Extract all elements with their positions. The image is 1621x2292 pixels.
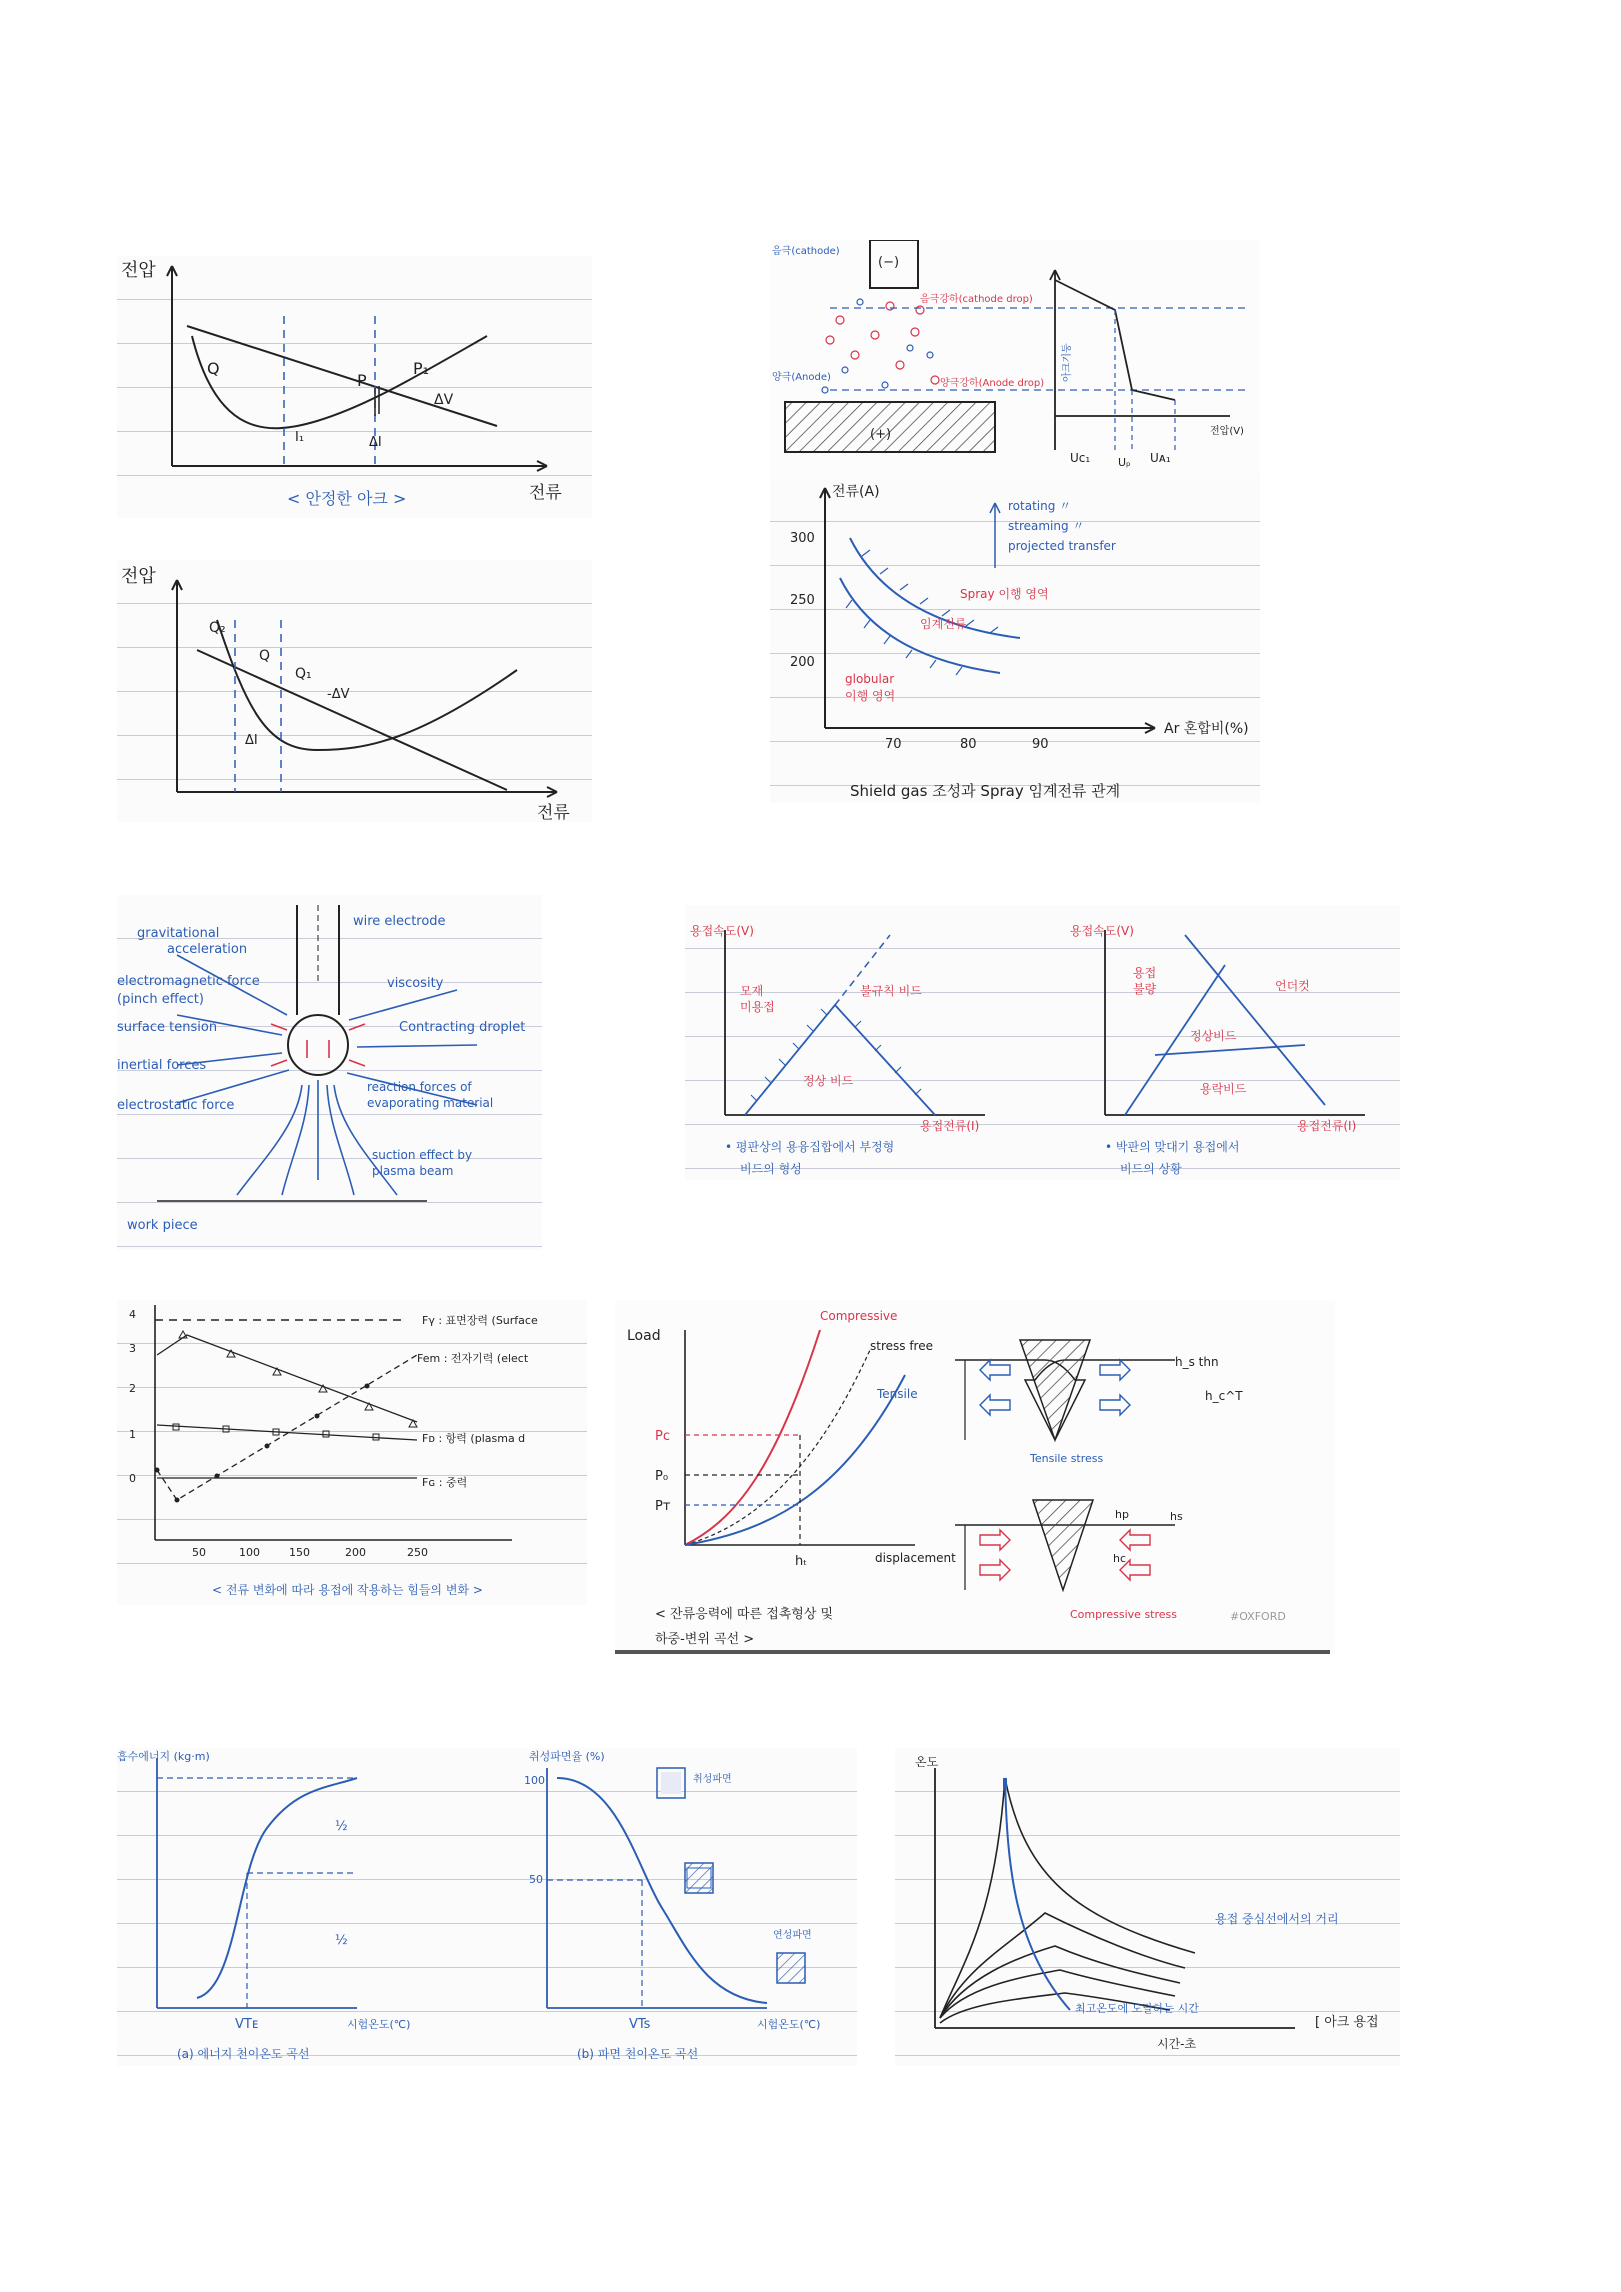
p0-label: P₀ — [655, 1469, 669, 1484]
y-axis-label: 용접속도(V) — [690, 924, 754, 938]
y-tick-300: 300 — [790, 531, 815, 546]
spray-label: Spray 이행 영역 — [960, 587, 1049, 601]
normal-label: 정상비드 — [1190, 1029, 1237, 1043]
pt-q: Q — [259, 648, 271, 664]
arc-stability-diagram — [117, 560, 592, 822]
y-tick-250: 250 — [790, 593, 815, 608]
undercut-label: 언더컷 — [1275, 979, 1310, 993]
x-axis-label: 용접전류(I) — [920, 1119, 980, 1133]
x-axis-label: 시험온도(℃) — [757, 2018, 821, 2031]
arc-column-label: 아크기둥 — [1062, 343, 1073, 382]
anode-drop-label: 양극강하(Anode drop) — [940, 378, 1045, 389]
panel-weld-thermal-cycle — [895, 1748, 1400, 2066]
half-label-1: ½ — [335, 1819, 348, 1834]
caption-2: 하중-변위 곡선 > — [655, 1632, 755, 1647]
caption-2: 비드의 상황 — [1120, 1162, 1182, 1176]
grav-label-2: acceleration — [167, 942, 248, 957]
x-axis-label: 용접전류(I) — [1297, 1119, 1357, 1133]
panel-transition-curves — [117, 1748, 857, 2066]
caption: • 평판상의 용융집합에서 부정형 — [725, 1140, 895, 1154]
minus-label: (−) — [878, 255, 900, 270]
half-label-2: ½ — [335, 1933, 348, 1948]
h-s-label: h_s thn — [1175, 1355, 1219, 1369]
force-vs-current-chart — [117, 1300, 587, 1605]
y-axis-label: 흡수에너지 (kg·m) — [117, 1750, 210, 1763]
melt-label-2: 불량 — [1133, 982, 1157, 996]
caption: < 잔류응력에 따른 접촉형상 및 — [655, 1607, 834, 1622]
x-axis-label: 전압(V) — [1210, 426, 1244, 437]
suction-label-2: plasma beam — [372, 1164, 454, 1178]
x-tick-80: 80 — [960, 737, 977, 752]
x-tick-90: 90 — [1032, 737, 1049, 752]
y-tick-1: 1 — [129, 1428, 136, 1441]
x-tick-100: 100 — [239, 1546, 260, 1559]
surface-label: surface tension — [117, 1020, 218, 1035]
melt-label: 용접 — [1133, 966, 1157, 980]
x-tick-250: 250 — [407, 1546, 428, 1559]
undercut-label: 모재 — [740, 984, 764, 998]
x-tick-150: 150 — [289, 1546, 310, 1559]
x-axis-label: 시험온도(℃) — [347, 2018, 411, 2031]
x-axis-label: 시간-초 — [1157, 2037, 1197, 2051]
panel-contact-load — [615, 1300, 1335, 1655]
ductile-label: 연성파면 — [773, 1930, 812, 1941]
fd-label: Fᴅ : 항력 (plasma d — [422, 1432, 526, 1445]
panel-arc-voltage-distribution — [770, 240, 1260, 480]
streaming-label: streaming 〃 — [1008, 519, 1085, 533]
rotating-label: rotating 〃 — [1008, 499, 1072, 513]
vt-label: VTs — [629, 2017, 651, 2032]
hct-label: h_c^T — [1205, 1389, 1243, 1403]
y-axis-label: 전압 — [121, 566, 156, 587]
contract-label: Contracting droplet — [399, 1020, 526, 1035]
suction-label: suction effect by — [372, 1148, 473, 1162]
wire-label: wire electrode — [353, 914, 446, 929]
tick-50: 50 — [529, 1873, 543, 1886]
delta-v: -ΔV — [327, 687, 350, 702]
normal-label: 정상 비드 — [803, 1074, 854, 1088]
inertial-label: inertial forces — [117, 1058, 207, 1073]
anode-label: 양극(Anode) — [772, 372, 831, 383]
x-tick-70: 70 — [885, 737, 902, 752]
weld-thermal-cycle-chart — [895, 1748, 1400, 2066]
x-tick-200: 200 — [345, 1546, 366, 1559]
delta-i: ΔI — [245, 733, 258, 748]
up-label: Uₚ — [1118, 456, 1131, 469]
pt-q1: Q₁ — [295, 666, 312, 682]
critical-label: 임계전류 — [920, 617, 967, 631]
x-axis-label: 전류 — [529, 483, 562, 503]
react-label-2: evaporating material — [367, 1096, 494, 1110]
react-label: reaction forces of — [367, 1080, 472, 1094]
hp-label: hp — [1115, 1508, 1129, 1521]
caption-2: 비드의 형성 — [740, 1162, 802, 1176]
plus-label: (+) — [870, 427, 892, 442]
x-axis-label: 전류 — [537, 803, 570, 822]
x-axis-label: Ar 혼합비(%) — [1164, 721, 1249, 737]
stable-arc-diagram — [117, 256, 592, 518]
right-label: [ 아크 용접 — [1315, 2015, 1379, 2030]
fg-label: Fɢ : 중력 — [422, 1476, 468, 1489]
viscosity-label: viscosity — [387, 976, 444, 991]
stress-free-label: stress free — [870, 1339, 933, 1353]
work-label: work piece — [127, 1218, 198, 1233]
distance-label: 용접 중심선에서의 거리 — [1215, 1912, 1339, 1926]
vt-label: VTᴇ — [235, 2017, 259, 2032]
y-axis-label: 용접속도(V) — [1070, 924, 1134, 938]
compressive-label: Compressive — [820, 1309, 898, 1323]
hs-label: hs — [1170, 1510, 1183, 1523]
caption: (b) 파면 천이온도 곡선 — [577, 2047, 699, 2061]
caption: < 안정한 아크 > — [287, 489, 407, 508]
pt-q: Q — [207, 359, 220, 378]
y-tick-3: 3 — [129, 1342, 136, 1355]
fem-label: Fem : 전자기력 (elect — [417, 1352, 529, 1365]
y-axis-label: 온도 — [915, 1755, 939, 1769]
hc-label: hc — [1113, 1552, 1127, 1565]
pt-q2: Q₂ — [209, 620, 226, 636]
y-axis-label: Load — [627, 1328, 661, 1344]
cathode-label: 음극(cathode) — [772, 246, 840, 257]
peak-label: 최고온도에 도달하는 시간 — [1075, 2002, 1199, 2015]
fs-label: Fγ : 표면장력 (Surface — [422, 1314, 538, 1327]
panel-arc-stability — [117, 560, 592, 822]
projected-label: projected transfer — [1008, 539, 1116, 553]
x-axis-label: displacement — [875, 1551, 956, 1565]
tick-100: 100 — [524, 1774, 545, 1787]
watermark: #OXFORD — [1230, 1610, 1286, 1623]
contact-load-diagram — [615, 1300, 1335, 1655]
elst-label: electrostatic force — [117, 1098, 235, 1113]
y-axis-label: 전압 — [121, 260, 156, 281]
uc-label: Uᴄ₁ — [1070, 451, 1091, 465]
x-tick-50: 50 — [192, 1546, 206, 1559]
pt-p1: P₁ — [413, 359, 430, 378]
caption: • 박판의 맞대기 용접에서 — [1105, 1140, 1240, 1154]
burn-label: 용락비드 — [1200, 1082, 1247, 1096]
droplet-forces-diagram — [117, 895, 542, 1250]
grav-label: gravitational — [137, 926, 220, 941]
undercut-label-2: 미용접 — [740, 1000, 775, 1014]
ua-label: Uᴀ₁ — [1150, 451, 1171, 465]
caption: < 전류 변화에 따라 용접에 작용하는 힘들의 변화 > — [212, 1583, 483, 1597]
em-label: electromagnetic force — [117, 974, 260, 989]
y-tick-4: 4 — [129, 1308, 136, 1321]
panel-stable-arc — [117, 256, 592, 518]
pt-i: I₁ — [295, 430, 305, 445]
globular-label: globular — [845, 672, 895, 686]
delta-v: ΔV — [434, 392, 454, 408]
pt-p: P — [357, 371, 367, 390]
y-tick-200: 200 — [790, 655, 815, 670]
globular-label-2: 이행 영역 — [845, 689, 896, 703]
caption: Shield gas 조성과 Spray 임계전류 관계 — [850, 782, 1121, 800]
arc-voltage-diagram — [770, 240, 1260, 480]
shield-gas-chart — [770, 478, 1260, 803]
panel-force-vs-current — [117, 1300, 587, 1605]
irregular-label: 불규칙 비드 — [860, 984, 922, 998]
y-tick-0: 0 — [129, 1472, 136, 1485]
tensile-stress-label: Tensile stress — [1030, 1452, 1104, 1465]
brittle-label: 취성파면 — [693, 1774, 732, 1785]
caption: (a) 에너지 천이온도 곡선 — [177, 2047, 310, 2061]
compressive-stress-label: Compressive stress — [1070, 1608, 1178, 1621]
pt-label: Pᴛ — [655, 1499, 671, 1514]
pinch-label: (pinch effect) — [117, 992, 204, 1007]
pc-label: Pᴄ — [655, 1429, 670, 1444]
y-axis-label: 취성파면율 (%) — [529, 1750, 605, 1763]
panel-shield-gas — [770, 478, 1260, 803]
tensile-label: Tensile — [877, 1387, 918, 1401]
cathode-drop-label: 음극강하(cathode drop) — [920, 294, 1033, 305]
y-tick-2: 2 — [129, 1382, 136, 1395]
panel-bead-formation — [685, 905, 1400, 1180]
ht-label: hₜ — [795, 1554, 808, 1569]
panel-droplet-forces — [117, 895, 542, 1250]
y-axis-label: 전류(A) — [832, 484, 880, 500]
delta-i: ΔI — [369, 435, 382, 450]
bead-formation-diagrams — [685, 905, 1400, 1180]
transition-curves — [117, 1748, 857, 2066]
